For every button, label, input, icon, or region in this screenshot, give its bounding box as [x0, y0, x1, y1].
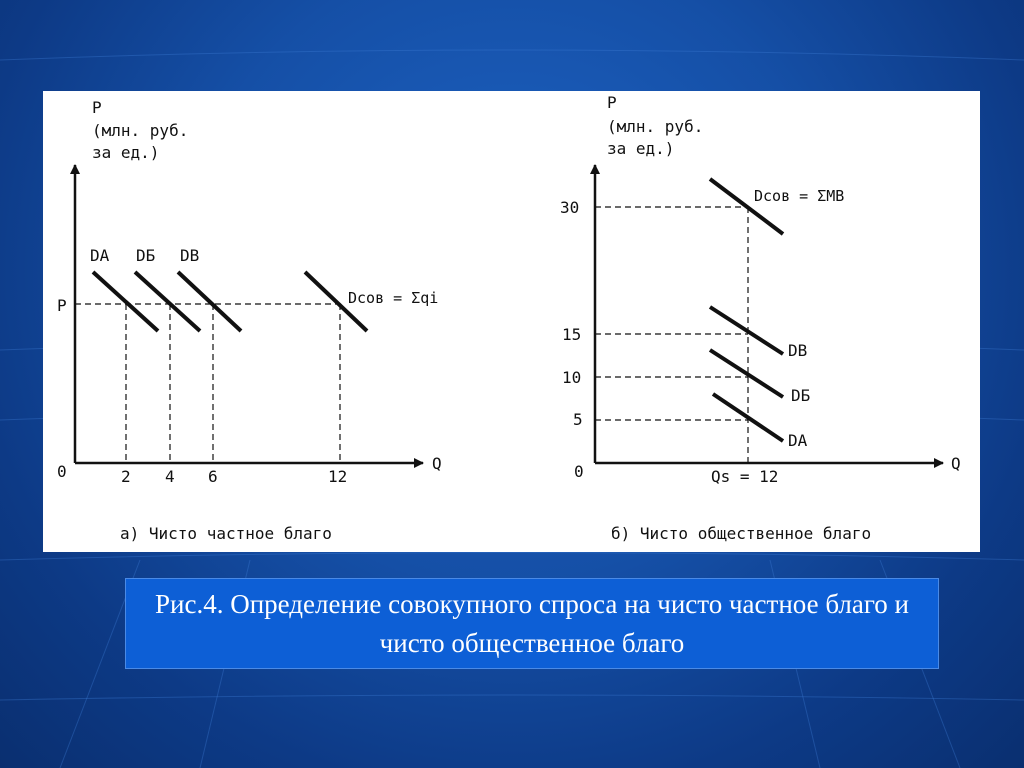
figure-panel: [43, 91, 980, 552]
right-y-tick-15: 15: [562, 325, 582, 344]
left-label-da: DА: [90, 246, 110, 265]
left-graph: [57, 98, 442, 543]
right-curve-db: [710, 350, 783, 397]
left-y-label-line3: за ед.): [92, 143, 160, 162]
right-y-tick-10: 10: [562, 368, 582, 387]
right-graph: [560, 93, 961, 543]
right-curve-dv: [710, 307, 783, 354]
left-x-tick-2: 2: [121, 467, 131, 486]
left-label-dsum: Dсов = Σqi: [348, 289, 439, 307]
left-y-label-line2: (млн. руб.: [92, 121, 189, 140]
left-curve-da: [93, 272, 158, 331]
right-x-tick-qs: Qs = 12: [711, 467, 779, 486]
figure-svg: [43, 91, 980, 552]
left-graph-caption: а) Чисто частное благо: [120, 524, 332, 543]
right-label-dsum: Dсов = ΣMB: [754, 187, 845, 205]
right-label-da: DА: [788, 431, 808, 450]
right-y-tick-30: 30: [560, 198, 580, 217]
left-label-dv: DВ: [180, 246, 200, 265]
left-label-db: DБ: [136, 246, 156, 265]
slide-caption-box: [125, 578, 939, 669]
right-label-db: DБ: [791, 386, 811, 405]
slide-caption: Рис.4. Определение совокупного спроса на чисто частное благо и чисто общественное благо: [155, 588, 909, 658]
right-y-label-line1: P: [607, 93, 617, 112]
left-y-label-line1: P: [92, 98, 102, 117]
right-y-label-line2: (млн. руб.: [607, 117, 704, 136]
left-x-tick-12: 12: [328, 467, 348, 486]
right-y-tick-5: 5: [573, 410, 583, 429]
left-x-axis-label: Q: [432, 454, 442, 473]
left-origin-label: 0: [57, 462, 67, 481]
right-graph-caption: б) Чисто общественное благо: [611, 524, 872, 543]
right-label-dv: DВ: [788, 341, 808, 360]
right-y-label-line3: за ед.): [607, 139, 675, 158]
right-x-axis-label: Q: [951, 454, 961, 473]
left-price-label: P: [57, 296, 67, 315]
left-x-tick-4: 4: [165, 467, 175, 486]
left-x-tick-6: 6: [208, 467, 218, 486]
right-origin-label: 0: [574, 462, 584, 481]
